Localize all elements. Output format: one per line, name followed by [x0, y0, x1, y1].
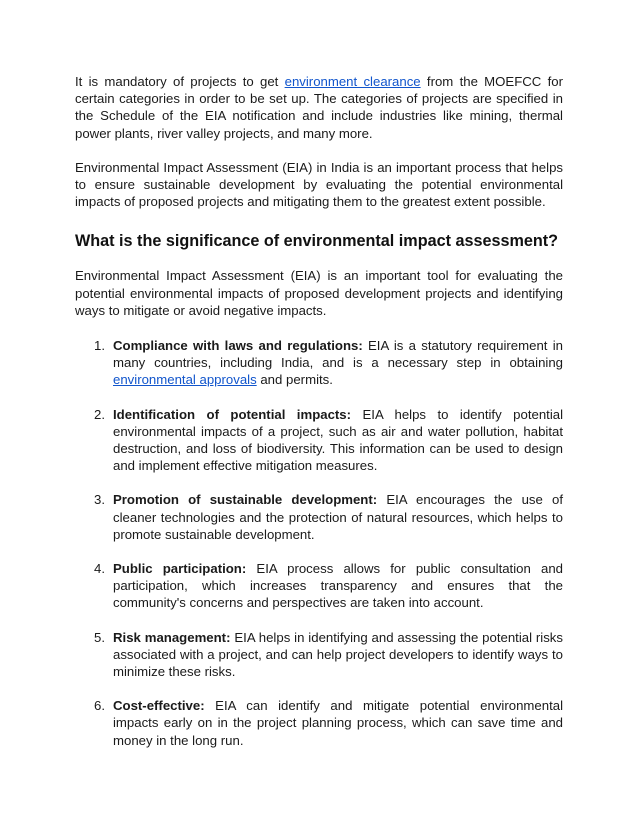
- significance-list: [75, 337, 563, 749]
- list-item: [75, 337, 563, 389]
- paragraph-intro: Environmental Impact Assessment (EIA) is an important tool for evaluating the potential environmental impacts of proposed development projects and identifying ways to mitigate or avoid negative impacts.: [75, 268, 563, 318]
- list-item: [75, 491, 563, 543]
- list-item-term: Promotion of sustainable development:: [113, 492, 378, 508]
- list-item-text: EIA helps in identifying and assessing the potential risks associated with a project, and can help project developers to identify ways to minimize these risks.: [113, 629, 563, 680]
- list-number: 3.: [94, 492, 105, 508]
- list-item-text: EIA encourages the use of cleaner technologies and the protection of natural resources, which helps to promote sustainable development.: [113, 492, 563, 542]
- section-heading: What is the significance of environmental impact assessment?: [75, 232, 559, 251]
- paragraph-eia-india: Environmental Impact Assessment (EIA) in India is an important process that helps to ensure sustainable development by evaluating the potential environmental impacts of proposed projects and mitigating them to the greatest extent possible.: [75, 159, 563, 210]
- list-number: 4.: [94, 561, 105, 577]
- list-number: 6.: [94, 698, 105, 714]
- paragraph-environment-clearance: [75, 73, 563, 142]
- list-item-term: Compliance with laws and regulations:: [113, 338, 363, 354]
- list-item-text: and permits.: [256, 372, 333, 388]
- list-item-term: Public participation:: [113, 561, 247, 577]
- list-item: [75, 406, 563, 475]
- list-item-text: EIA process allows for public consultation and participation, which increases transparency and ensures that the community's concerns and perspectives are taken into account.: [113, 561, 563, 611]
- list-item: [75, 697, 563, 749]
- environmental-approvals-link[interactable]: environmental approvals: [113, 372, 257, 388]
- list-item-text: EIA can identify and mitigate potential environmental impacts early on in the project planning process, which can save time and money in the long run.: [113, 698, 563, 748]
- list-item: [75, 560, 563, 612]
- list-number: 1.: [94, 338, 105, 354]
- list-item-term: Identification of potential impacts:: [113, 406, 352, 422]
- paragraph-text: from the MOEFCC for certain categories in order to be set up. The categories of projects are specified in the Schedule of the EIA notification and include industries like mining, thermal power plants, river valley projects, and many more.: [75, 74, 563, 141]
- list-item-term: Cost-effective:: [113, 698, 205, 714]
- list-item: [75, 629, 563, 681]
- list-number: 2.: [94, 406, 105, 422]
- environment-clearance-link[interactable]: environment clearance: [284, 74, 421, 89]
- list-item-term: Risk management:: [113, 629, 231, 645]
- list-number: 5.: [94, 629, 105, 645]
- list-item-text: EIA is a statutory requirement in many countries, including India, and is a necessary step in obtaining: [113, 338, 563, 371]
- paragraph-text: It is mandatory of projects to get: [75, 74, 285, 89]
- list-item-text: EIA helps to identify potential environmental impacts of a project, such as air and water pollution, habitat destruction, and loss of biodiversity. This information can be used to design and implement effective mitigation measures.: [113, 406, 564, 474]
